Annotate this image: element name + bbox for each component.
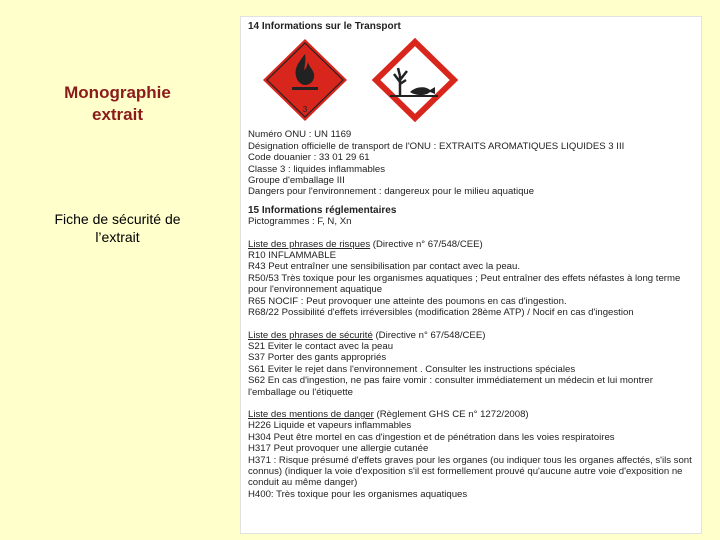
transport-heading: 14 Informations sur le Transport (248, 21, 401, 32)
safety-phrases-label: Liste des phrases de sécurité (248, 329, 373, 341)
transport-line: Désignation officielle de transport de l'ONU : EXTRAITS AROMATIQUES LIQUIDES 3 III (248, 140, 625, 152)
risk-phrase: R10 INFLAMMABLE (248, 250, 336, 262)
regulatory-heading: 15 Informations réglementaires (248, 204, 397, 216)
hazard-statement: H226 Liquide et vapeurs inflammables (248, 420, 412, 432)
safety-data-sheet-excerpt (240, 16, 702, 534)
risk-phrase: R65 NOCIF : Peut provoquer une atteinte des poumons en cas d'ingestion. (248, 295, 567, 307)
hazard-statements-label: Liste des mentions de danger (248, 408, 374, 420)
transport-line: Code douanier : 33 01 29 61 (248, 152, 370, 164)
monograph-title: Monographie extrait (64, 83, 171, 124)
risk-phrases-label: Liste des phrases de risques (248, 238, 371, 250)
transport-line: Numéro ONU : UN 1169 (248, 129, 352, 141)
safety-directive: (Directive n° 67/548/CEE) (372, 329, 486, 341)
safety-phrase: S61 Eviter le rejet dans l'environnement . Consulter les instructions spéciales (248, 363, 576, 375)
risk-phrase: R50/53 Très toxique pour les organismes aquatiques ; Peut entraîner des effets néfastes à long terme pour l'environnement aquatique (248, 272, 681, 296)
flammable-pictogram-icon (262, 38, 348, 122)
safety-phrase: S62 En cas d'ingestion, ne pas faire vomir : consulter immédiatement un médecin et lui montrer l'emballage ou l'étiquette (248, 375, 653, 398)
environment-hazard-pictogram-icon (372, 38, 458, 122)
safety-phrases-title (248, 330, 694, 341)
hazard-statements-title (248, 409, 694, 420)
hazard-statement: H371 : Risque présumé d'effets graves pour les organes (ou indiquer tous les organes affectés, s'ils sont connus) (indiquer la voie d'exposition s'il est formellement prouvé qu'aucune autre voie d'exposition ne conduit au même danger) (248, 454, 692, 489)
risk-phrases-title (248, 239, 694, 250)
transport-line: Groupe d'emballage III (248, 175, 345, 187)
hazard-regulation: (Règlement GHS CE n° 1272/2008) (373, 408, 529, 420)
hazard-statement: H304 Peut être mortel en cas d'ingestion et de pénétration dans les voies respiratoires (248, 431, 615, 443)
transport-line: Classe 3 : liquides inflammables (248, 163, 386, 175)
transport-line: Dangers pour l'environnement : dangereux pour le milieu aquatique (248, 186, 535, 198)
safety-phrase: S37 Porter des gants appropriés (248, 352, 387, 364)
risk-directive: (Directive n° 67/548/CEE) (370, 238, 483, 250)
pictogram-row (248, 38, 694, 122)
risk-phrase: R68/22 Possibilité d'effets irréversibles (modification 28ème ATP) / Nocif en cas d'ingestion (248, 307, 634, 319)
safety-sheet-label: Fiche de sécurité de l’extrait (54, 211, 181, 245)
safety-phrase: S21 Eviter le contact avec la peau (248, 340, 394, 352)
pictograms-line: Pictogrammes : F, N, Xn (248, 216, 352, 228)
class-number: 3 (302, 105, 308, 115)
risk-phrase: R43 Peut entraîner une sensibilisation par contact avec la peau. (248, 261, 520, 273)
hazard-statement: H400: Très toxique pour les organismes aquatiques (248, 488, 468, 500)
hazard-statement: H317 Peut provoquer une allergie cutanée (248, 443, 429, 455)
